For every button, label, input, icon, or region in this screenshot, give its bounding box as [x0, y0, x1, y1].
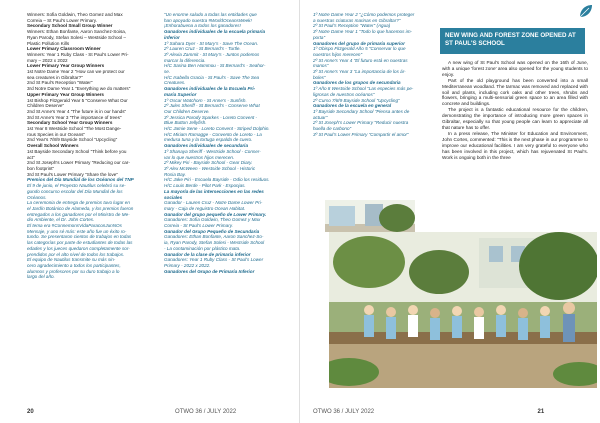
left-folio [27, 409, 236, 415]
text-line: 2º Mikey Piri - Bayside School - Gear Diary. [164, 160, 253, 166]
text-line: Correia – St Paul's Lower Primary. [27, 17, 97, 23]
text-line: Winners: Sofia Goldwin, Theo Gomez and Max [27, 12, 123, 17]
section-heading: Ganadores de los grupos de secundaria [313, 80, 401, 86]
article-body [442, 60, 588, 160]
section-heading: Ganadores de la escuela en general [313, 103, 392, 109]
text-line: Correia - St Paul's Lower Primary. [164, 223, 233, 229]
text-line: nuestros hijos merecen" [313, 51, 363, 57]
text-line: Blue Button Jellyfish. [164, 120, 207, 126]
text-line: H/C Jake Piri - Escuela Bayside - Odio los residuos. [164, 177, 270, 183]
section-heading: Lower Primary Classroom Winner [27, 46, 101, 52]
text-line: cero agradecimiento a todos los participantes, [27, 262, 121, 268]
section-heading: inferior [164, 34, 180, 40]
text-line: Children Deserve" [27, 103, 65, 109]
section-heading: Ganadores del grupo de primaria superior [313, 40, 405, 46]
text-line: Ganadores: Sofia Goldwin, Theo Gomez y Max [164, 217, 261, 223]
text-line: boles" [313, 74, 326, 80]
text-line: 2º Lauren Cruz - St Bernard's - Turtle. [164, 46, 241, 52]
section-heading: La mayoría de las intersecciones en las redes [164, 188, 264, 194]
text-line: 2º St Paul's Reception "Water" (Agua) [313, 23, 391, 29]
text-line: 2nd St Paul's Reception "Water" [27, 80, 93, 86]
text-line: manos" [313, 63, 329, 69]
section-heading: Secondary School Year Group Winners [27, 120, 113, 126]
text-line: 1st Notre Dame Year 2 "How can we protect our [27, 69, 125, 75]
text-line: ligrosas de nuestros océanos" [313, 91, 375, 97]
text-line: 2nd Year's 7/8/9 Bayside School "Upcycling" [27, 137, 118, 143]
text-line: Primary - 2022 x 2022. [164, 262, 211, 268]
text-line: Ganadores: Ethan Bonfante, Aaron Sanchez-So- [164, 234, 264, 240]
text-line: 1º Bayside Secondary School "Piensa antes de [313, 108, 410, 114]
text-line: 1º Año 8 Westside School "Las especies más pe- [313, 86, 414, 92]
leaf-logo-icon [578, 3, 594, 19]
text-line: 3rd St Paul's Lower Primary "Share the love" [27, 171, 118, 177]
text-line: Rosia Bay. [164, 171, 186, 177]
text-line: "Un enorme saludo a todas las entidades que [164, 12, 257, 17]
section-heading: Ganadores del Grupo de Primaria Inferior [164, 268, 255, 274]
text-line: 2º St Joseph's Lower Primary "Reducir nuestra [313, 120, 409, 126]
text-line: sea creatures in Gibraltar?" [27, 74, 83, 80]
text-line: 1º Obispo Fitzgerald Año 5 "Conservar lo que [313, 46, 406, 52]
text-line: dio Ambiente, el Dr. John Cortes. [27, 217, 95, 223]
text-line: actuar" [313, 114, 328, 120]
text-line: Creatures. [164, 80, 186, 86]
text-line: a nuestras criaturas marinas en Gibraltar?" [313, 17, 401, 23]
right-page [300, 0, 600, 423]
section-heading: Ganadores individuales de secundaria [164, 143, 248, 149]
text-line: var lo que nuestros hijos merecen. [164, 154, 235, 160]
text-line: largo del año. [27, 274, 55, 280]
text-line: 3º St Paul's Lower Primary "Compartir el amor" [313, 131, 409, 137]
text-line: tundo. Se presentaron cientos de trabajos en todas [27, 234, 132, 240]
text-line: Mensaje, y uno sé más: este año fue un éxito ro- [27, 228, 127, 234]
magazine-issue: OTWO 36 / JULY 2022 [175, 409, 237, 415]
text-line: bon footprint" [27, 165, 55, 171]
section-heading: Premios del Día Mundial de los Océanos del TNP [27, 177, 134, 183]
section-heading: Ganador del grupo pequeño de Lower Primary. [164, 211, 267, 217]
article-paragraph: A new wing of St Paul's School was opened on the 16th of June, with a unique 'forest zone' area also opened for the young students to enjoy. [442, 60, 588, 77]
text-line: act" [27, 154, 35, 160]
forest-zone-photo [325, 232, 597, 388]
section-heading: Ganador del Grupo Pequeño de Secundaria [164, 228, 260, 234]
text-line: 3º Alexia Zammit - St Mary's - Juntos podemos [164, 51, 260, 57]
text-line: huella de carbono" [313, 126, 352, 132]
text-line: Ryan Parody, Stefan Solesi – Westside School – [27, 34, 126, 40]
section-heading: Secondary School Small Group Winner [27, 23, 113, 29]
text-line: El tema era #ConnemonsVidaParaconJunNOs [27, 223, 122, 229]
text-line: Winners: Year 1 Ruby Class - St Paul's Lower Pri- [27, 51, 129, 57]
text-line: 1st Year 8 Westside School "The Most Dange- [27, 126, 122, 132]
text-line: El equipo de Nautilus transmite su más sin- [27, 257, 116, 263]
text-line: 1º Notre Dame Year 2 "¿Cómo podemos proteger [313, 12, 415, 17]
text-line: se. [164, 69, 171, 75]
text-line: han apoyado nuestra #WorldOceansWeek! [164, 17, 252, 23]
text-line: ia, Ryan Parody, Stefan Solesi - Westside School [164, 240, 265, 246]
text-line: 3rd St Anne's Year 3 "The importance of trees" [27, 114, 122, 120]
text-line: 2nd St Anne's Year 4 "The future is in our hands" [27, 108, 127, 114]
winners-english-column [27, 12, 137, 280]
text-line: mary - Caja de reguistro Ocean Habitat. [164, 205, 246, 211]
text-line: El 9 de junio, el Proyecto Nautilus celebró su se- [27, 183, 126, 189]
winners-spanish-continued-column [313, 12, 423, 137]
section-heading: Overall School Winners [27, 143, 79, 149]
text-line: rous Species in our Oceans" [27, 131, 86, 137]
section-heading: maria Superior [164, 91, 197, 97]
text-line: 1º Sahara Dyer - St Mary's - Save The Ocean. [164, 40, 259, 46]
article-headline: NEW WING AND FOREST ZONE OPENED AT ST PAUL'S SCHOOL [440, 28, 585, 54]
text-line: 1st Bayside Secondary School "Think before you [27, 148, 127, 154]
text-line: 2nd St Joseph's Lower Primary "Reducing our car- [27, 160, 130, 166]
article-paragraph: The project is a fantastic educational resource for the children, demonstrating the importance of introducing more green spaces in Gibraltar, especially so that young people can learn to appreciate all that nature has to offer. [442, 107, 588, 130]
section-heading: Ganadores individuales de la Escuela Pri- [164, 86, 256, 92]
section-heading: Ganador de la clase de primaria inferior [164, 251, 251, 257]
section-heading: Upper Primary Year Group Winners [27, 91, 104, 97]
page-number: 21 [537, 409, 545, 415]
text-line: 1st Bishop Fitzgerald Year 5 "Conserve What Our [27, 97, 128, 103]
text-line: - La contaminación por plástico mata. [164, 245, 241, 251]
magazine-issue: OTWO 36 / JULY 2022 [313, 409, 375, 415]
text-line: alumnos y profesores por su duro trabajo a lo [27, 268, 120, 274]
text-line: 3º Alex McWeen - Westside School - Historic [164, 165, 256, 171]
text-line: Winners: Ethan Bonfante, Aaron Sanchez-Soisa, [27, 29, 127, 35]
text-line: 1º Oscar Watchorn - St Anne's - Sunfish. [164, 97, 247, 103]
text-line: medusa tuna y la tortuga espalda de cuero. [164, 137, 253, 143]
text-line: Plastic Pollution Kills [27, 40, 70, 46]
article-paragraph: In a press release, The Minister for Education and Environment, John Cortes, commented: "This is the next phase in our programme to improve our educational facilities. I am very grateful to everyone who has been involved in this project, which has rejuvenated St Paul's. Work is ongoing both in the three [442, 130, 588, 160]
text-line: La ceremonia de entrega de premios tuvo lugar en [27, 200, 130, 206]
text-line: H/C Sarina Ben Hammou - St Bernard's - Seahor- [164, 63, 266, 69]
text-line: marcar la diferencia. [164, 57, 206, 63]
text-line: prendidos por el alto nivel de todos los trabajos. [27, 251, 125, 257]
text-line: las categorías por parte de estudiantes de todas las [27, 240, 133, 246]
text-line: gundo concurso escolar del Día Mundial de los Océanos. [27, 188, 123, 200]
text-line: H/C Jamie Sene - Loreto Convent - Striped Dolphin. [164, 126, 270, 132]
page-number: 20 [27, 409, 34, 415]
section-heading: Ganadores individuales de la escuela primaria [164, 29, 266, 35]
text-line: H/C Isabella Gracia - St Paul's - Save The Sea [164, 74, 260, 80]
text-line: Ganadores: Year 1 Ruby Class - St Paul's Lower [164, 257, 264, 263]
text-line: el Jardín Botánico de Alameda, y los premios fueron [27, 205, 134, 211]
text-line: 1º Shanaya Sheriff - Westside School - Conser- [164, 148, 261, 154]
article-paragraph: Part of the old playground has been converted into a small Mediterranean woodland. The tarmac was removed and replaced with soil and plants, including cork oaks and other trees, shrubs and flowers, bringing a multi-sensorial green space to an area filled with concrete and buildings. [442, 77, 588, 107]
text-line: 3º Jessica Parody Sparkes - Loreto Convent - [164, 114, 258, 120]
section-heading: Lower Primary Year Group Winners [27, 63, 105, 69]
text-line: 3º Notre Dame Year 1 "Todo lo que hacemos im- [313, 29, 413, 35]
text-line: 3º St Anne's Year 3 "La importancia de los ár- [313, 69, 406, 75]
text-line: 3rd Notre Dame Year 1 "Everything we do matters" [27, 86, 131, 92]
text-line: entregados a los ganadores por el Ministro de Me- [27, 211, 130, 217]
text-line: porta" [313, 34, 326, 40]
text-line: Our Children Deserve. [164, 108, 210, 114]
text-line: 2º St Anne's Year 4 "El futuro está en nuestras [313, 57, 408, 63]
text-line: H/C Miriam Ramagge - Convento de Loreto - La [164, 131, 262, 137]
text-line: edades y los jueces quedaron completamente sor- [27, 245, 130, 251]
text-line: Ganador - Lauren Cruz - Notre Dame Lower Pri- [164, 200, 263, 206]
section-heading: sociales [164, 194, 183, 200]
winners-spanish-column [164, 12, 274, 274]
text-line: H/C Louis Berde - Pilot Park - Esponjas. [164, 183, 246, 189]
text-line: ¡Enhorabuena a todos los ganadores! [164, 23, 241, 29]
text-line: 2º Curso 7/8/9 Bayside School "Upcycling" [313, 97, 400, 103]
text-line: mary – 2022 x 2022 [27, 57, 68, 63]
right-folio [313, 409, 544, 415]
text-line: 2º Jules Sheriff - St Bernard's - Conserve What [164, 103, 260, 109]
